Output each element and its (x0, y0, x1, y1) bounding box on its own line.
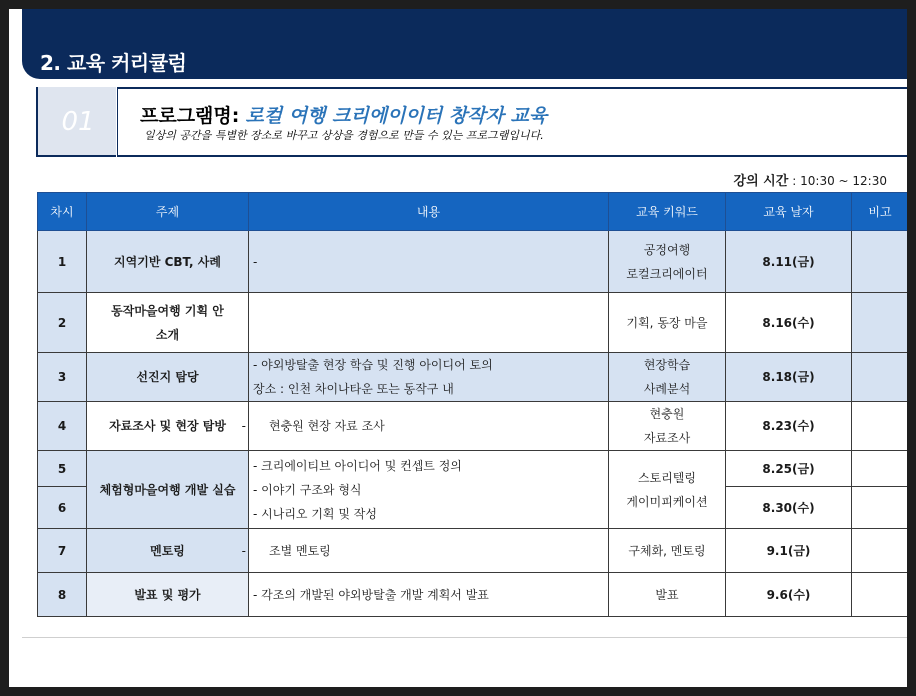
date-cell: 8.25(금) (726, 451, 852, 487)
keyword-cell: 발표 (609, 573, 726, 617)
header-keyword: 교육 키워드 (609, 193, 726, 231)
date-cell: 8.30(수) (726, 487, 852, 529)
remarks-cell (852, 402, 908, 451)
topic-cell: 체험형마을여행 개발 실습 (87, 451, 249, 529)
topic-dash: - (241, 543, 246, 558)
session-number: 4 (38, 402, 87, 451)
remarks-cell (852, 293, 908, 353)
content-cell: 조별 멘토링 (249, 529, 609, 573)
section-header-bar (22, 9, 907, 79)
keyword-cell: 구체화, 멘토링 (609, 529, 726, 573)
content-cell (249, 451, 609, 529)
topic-dash: - (241, 419, 246, 433)
session-number: 6 (38, 487, 87, 529)
footer-divider (22, 637, 907, 638)
content-line: - 이야기 구조와 형식 (253, 482, 362, 497)
content-cell (249, 353, 609, 402)
lecture-time (734, 170, 887, 189)
keyword-cell (609, 353, 726, 402)
keyword-line: 사례분석 (643, 382, 691, 396)
keyword-line: 스토리텔링 (638, 470, 696, 485)
topic-cell (87, 402, 249, 451)
content-line: 장소 : 인천 차이나타운 또는 동작구 내 (253, 382, 454, 396)
header-topic: 주제 (87, 193, 249, 231)
table-header-row (38, 193, 908, 231)
content-line: - 야외방탈출 현장 학습 및 진행 아이디어 토의 (253, 358, 493, 372)
header-content: 내용 (249, 193, 609, 231)
lecture-time-value: : 10:30 ~ 12:30 (792, 174, 887, 188)
table-row (38, 402, 908, 451)
header-date: 교육 날자 (726, 193, 852, 231)
content-line: - 크리에이티브 아이디어 및 컨셉트 정의 (253, 458, 462, 473)
remarks-cell (852, 231, 908, 293)
keyword-line: 현장학습 (643, 358, 691, 372)
topic-cell: 지역기반 CBT, 사례 (87, 231, 249, 293)
topic-cell (87, 293, 249, 353)
date-cell: 9.1(금) (726, 529, 852, 573)
session-number: 8 (38, 573, 87, 617)
topic-line: 동작마을여행 기획 안 (111, 303, 224, 318)
topic-line: 소개 (155, 327, 180, 342)
remarks-cell (852, 451, 908, 487)
session-number: 2 (38, 293, 87, 353)
topic-cell: 선진지 탐당 (87, 353, 249, 402)
date-cell: 8.18(금) (726, 353, 852, 402)
keyword-line: 현충원 (649, 407, 685, 421)
keyword-line: 공정여행 (643, 242, 691, 257)
program-name: 로컬 여행 크리에이이터 창작자 교육 (245, 105, 548, 127)
program-label: 프로그램명: (140, 105, 240, 127)
date-cell: 8.23(수) (726, 402, 852, 451)
remarks-cell (852, 353, 908, 402)
header-remarks: 비고 (852, 193, 908, 231)
table-row (38, 231, 908, 293)
topic-text: 멘토링 (150, 543, 185, 558)
date-cell: 8.11(금) (726, 231, 852, 293)
topic-cell (87, 529, 249, 573)
content-cell: - (249, 231, 609, 293)
table-row (38, 573, 908, 617)
program-info (117, 87, 907, 157)
keyword-cell (609, 231, 726, 293)
keyword-line: 게이미피케이션 (626, 494, 708, 509)
program-title-line (140, 101, 547, 128)
remarks-cell (852, 487, 908, 529)
program-banner (36, 87, 907, 157)
table-row (38, 451, 908, 487)
curriculum-table (37, 192, 907, 617)
content-line: - 시나리오 기획 및 작성 (253, 506, 377, 521)
topic-cell: 발표 및 평가 (87, 573, 249, 617)
session-number: 5 (38, 451, 87, 487)
keyword-cell (609, 451, 726, 529)
remarks-cell (852, 529, 908, 573)
date-cell: 9.6(수) (726, 573, 852, 617)
program-number-box (36, 87, 116, 157)
keyword-line: 자료조사 (643, 431, 691, 445)
document-page (9, 9, 907, 687)
program-description: 일상의 공간을 특별한 장소로 바꾸고 상상을 경험으로 만들 수 있는 프로그램입니다. (144, 129, 544, 142)
keyword-line: 로컬크리에이터 (626, 266, 708, 281)
table-row (38, 353, 908, 402)
table-row (38, 529, 908, 573)
header-session: 차시 (38, 193, 87, 231)
session-number: 3 (38, 353, 87, 402)
keyword-cell (609, 402, 726, 451)
program-number: 01 (61, 107, 95, 137)
content-cell (249, 293, 609, 353)
content-cell: 현충원 현장 자료 조사 (249, 402, 609, 451)
lecture-time-label: 강의 시간 (733, 174, 789, 189)
table-row (38, 293, 908, 353)
session-number: 1 (38, 231, 87, 293)
remarks-cell (852, 573, 908, 617)
keyword-cell: 기획, 동장 마을 (609, 293, 726, 353)
section-title: 2. 교육 커리큘럼 (40, 51, 187, 75)
topic-text: 자료조사 및 현장 탐방 (109, 419, 226, 433)
session-number: 7 (38, 529, 87, 573)
content-cell: - 각조의 개발된 야외방탈출 개발 계획서 발표 (249, 573, 609, 617)
date-cell: 8.16(수) (726, 293, 852, 353)
